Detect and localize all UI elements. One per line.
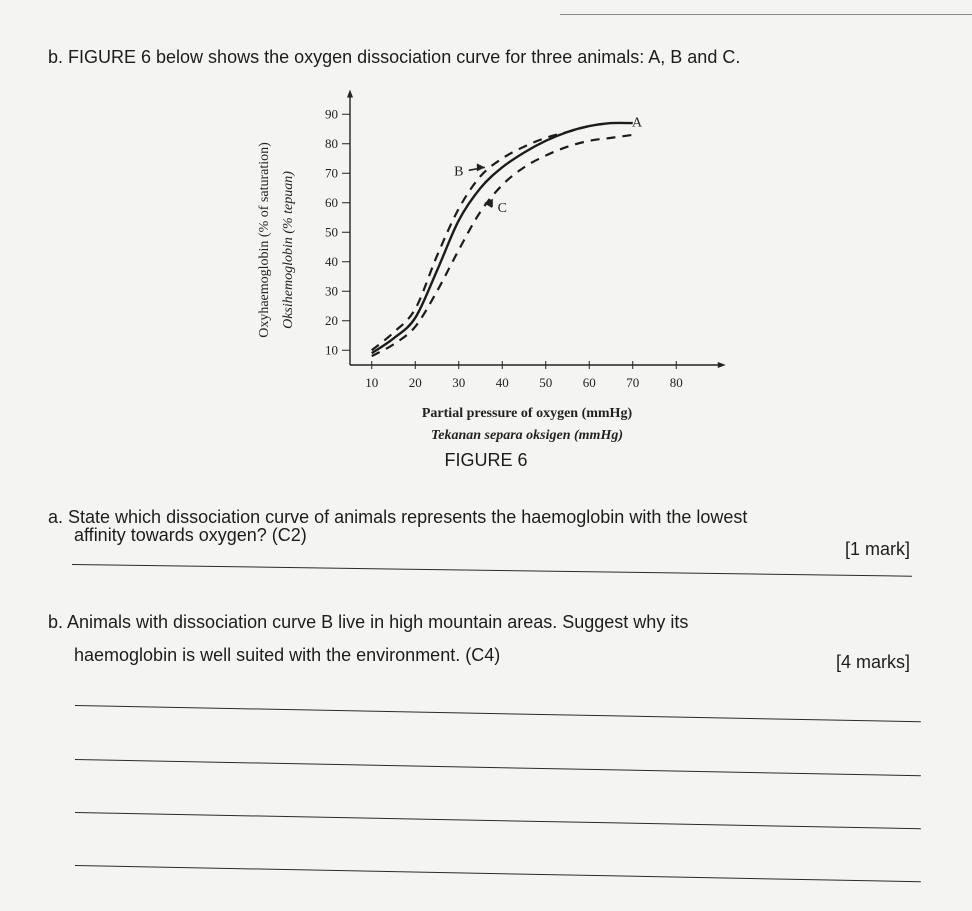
sheet-top-edge [560,0,972,15]
x-tick-label-70: 70 [626,375,640,390]
question-b-intro: b. FIGURE 6 below shows the oxygen dissociation curve for three animals: A, B and C. [48,47,741,67]
x-tick-label-40: 40 [495,375,509,390]
question-a-line-2: affinity towards oxygen? (C2) [74,525,307,545]
y-tick-label-80: 80 [325,135,338,151]
x-tick-label-50: 50 [539,375,553,390]
question-a-marks: [1 mark] [844,539,910,559]
x-tick-label-80: 80 [669,375,683,390]
question-b-line-2: haemoglobin is well suited with the environment. (C4) [74,645,501,665]
curve-A [372,123,633,353]
answer-line-b-4[interactable] [75,865,921,882]
oxygen-dissociation-chart [240,55,760,450]
question-b-line-1: b. Animals with dissociation curve B live in high mountain areas. Suggest why its [48,612,689,632]
answer-line-b-2[interactable] [75,759,921,776]
figure-caption: FIGURE 6 [444,450,528,470]
y-tick-label-10: 10 [325,342,338,358]
curve-label-B: B [454,164,464,180]
curve-label-A: A [632,115,643,131]
question-b-marks: [4 marks] [835,652,910,672]
answer-line-b-3[interactable] [75,812,921,829]
y-axis-arrow [347,90,353,98]
x-axis-arrow [718,362,726,368]
curve-B [372,123,611,350]
x-tick-label-10: 10 [365,375,379,390]
y-axis-label: Oxyhaemoglobin (% of saturation) [257,142,272,338]
x-axis-label: Partial pressure of oxygen (mmHg) [421,406,633,421]
y-tick-label-70: 70 [325,165,338,181]
y-tick-label-20: 20 [325,312,338,328]
x-tick-label-60: 60 [582,375,596,390]
y-tick-label-50: 50 [325,224,338,240]
x-tick-label-30: 30 [452,375,466,390]
y-tick-label-90: 90 [325,106,338,122]
y-axis-label-alt: Oksihemoglobin (% tepuan) [281,171,296,329]
curve-label-C: C [497,201,507,217]
question-a-line-1: a. State which dissociation curve of animals represents the haemoglobin with the lowest [48,507,748,527]
y-tick-label-60: 60 [325,194,338,210]
x-tick-label-20: 20 [408,375,422,390]
y-tick-label-40: 40 [325,253,338,269]
y-tick-label-30: 30 [325,283,338,299]
arrow-head-B [477,163,485,171]
chart-svg [240,55,760,450]
x-axis-label-alt: Tekanan separa oksigen (mmHg) [431,428,623,443]
answer-line-a[interactable] [72,564,912,577]
answer-line-b-1[interactable] [75,705,921,722]
